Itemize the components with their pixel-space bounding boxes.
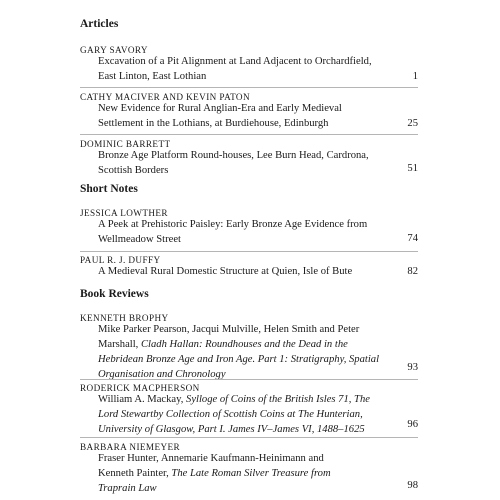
entry-title (98, 322, 398, 382)
title-line: Hebridean Bronze Age and Iron Age. Part 1: Stratigraphy, Spatial (98, 354, 380, 365)
entry-title (98, 148, 398, 178)
title-line: Bronze Age Platform Round-houses, Lee Burn Head, Cardrona, (98, 150, 369, 161)
title-line: Scottish Borders (98, 165, 169, 176)
title-line (98, 337, 398, 352)
title-italic: Sylloge of Coins of the British Isles 71, The (186, 394, 370, 405)
title-italic: The Late Roman Silver Treasure from (171, 468, 331, 479)
entry-author: PAUL R. J. DUFFY (80, 255, 161, 265)
title-line: Mike Parker Pearson, Jacqui Mulville, Helen Smith and Peter (98, 324, 360, 335)
title-line: A Peek at Prehistoric Paisley: Early Bronze Age Evidence from (98, 219, 368, 230)
entry-page-number: 74 (407, 233, 418, 244)
divider (80, 251, 418, 252)
title-italic: Cladh Hallan: Roundhouses and the Dead in the (140, 339, 348, 350)
entry-author: BARBARA NIEMEYER (80, 442, 181, 452)
divider (80, 87, 418, 88)
title-line: New Evidence for Rural Anglian-Era and Early Medieval (98, 103, 342, 114)
entry-page-number: 96 (407, 419, 418, 430)
entry-page-number: 51 (407, 163, 418, 174)
entry-title (98, 451, 398, 496)
entry-author: JESSICA LOWTHER (80, 208, 168, 218)
title-line (98, 466, 398, 481)
entry-author: GARY SAVORY (80, 45, 148, 55)
title-line: Wellmeadow Street (98, 234, 181, 245)
entry-title (98, 264, 398, 279)
section-heading-book-reviews: Book Reviews (80, 288, 149, 300)
title-line (98, 392, 398, 407)
title-plain: Marshall, (98, 339, 141, 350)
title-plain: William A. Mackay, (98, 394, 187, 405)
entry-page-number: 25 (407, 118, 418, 129)
entry-page-number: 1 (412, 71, 418, 82)
title-line: East Linton, East Lothian (98, 71, 207, 82)
divider (80, 437, 418, 438)
title-line: Traprain Law (98, 483, 157, 494)
entry-page-number: 93 (407, 362, 418, 373)
title-line: Excavation of a Pit Alignment at Land Adjacent to Orchardfield, (98, 56, 372, 67)
entry-title (98, 54, 398, 84)
entry-title (98, 101, 398, 131)
section-heading-articles: Articles (80, 18, 119, 30)
entry-author: RODERICK MACPHERSON (80, 383, 200, 393)
entry-author: KENNETH BROPHY (80, 313, 169, 323)
entry-title (98, 392, 398, 437)
entry-page-number: 98 (407, 480, 418, 491)
title-plain: Kenneth Painter, (98, 468, 172, 479)
entry-page-number: 82 (407, 266, 418, 277)
entry-title (98, 217, 398, 247)
title-line: Lord Stewartby Collection of Scottish Coins at The Hunterian, (98, 409, 363, 420)
entry-author: DOMINIC BARRETT (80, 139, 171, 149)
divider (80, 134, 418, 135)
title-line: Fraser Hunter, Annemarie Kaufmann-Heinimann and (98, 453, 324, 464)
title-line: Organisation and Chronology (98, 369, 226, 380)
title-line: A Medieval Rural Domestic Structure at Quien, Isle of Bute (98, 266, 353, 277)
entry-author: CATHY MACIVER AND KEVIN PATON (80, 92, 251, 102)
section-heading-short-notes: Short Notes (80, 183, 138, 195)
divider (80, 379, 418, 380)
title-line: Settlement in the Lothians, at Burdiehouse, Edinburgh (98, 118, 329, 129)
title-line: University of Glasgow, Part I. James IV–James VI, 1488–1625 (98, 424, 365, 435)
